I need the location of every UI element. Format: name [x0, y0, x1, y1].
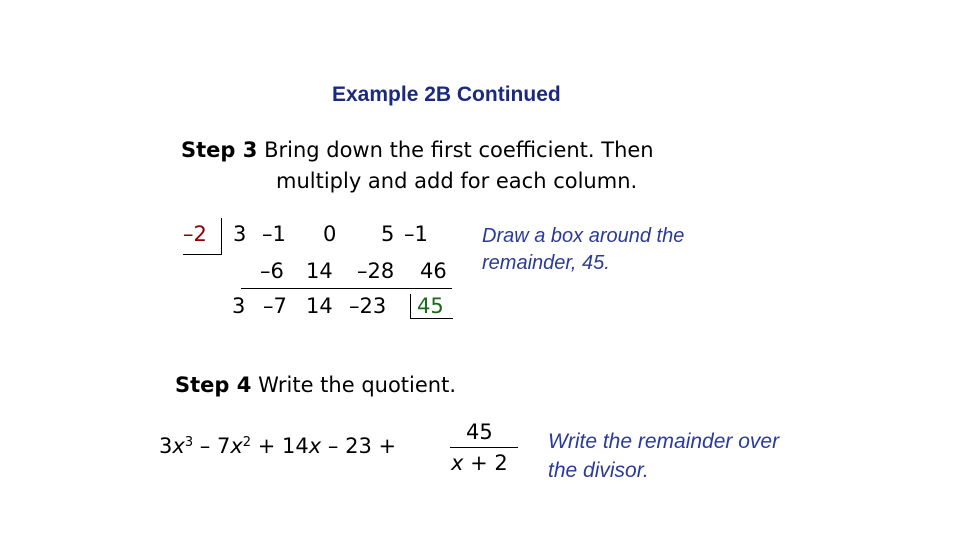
term-coefficient: 3 — [159, 434, 173, 458]
row1-cell: 0 — [323, 222, 337, 246]
note2-line2: the divisor. — [548, 459, 649, 482]
note-remainder-over-divisor — [548, 427, 779, 485]
term-variable: x — [230, 434, 243, 458]
step4-text: Write the quotient. — [258, 373, 457, 397]
note-box-remainder — [482, 223, 684, 277]
row1-cell: 3 — [233, 222, 247, 246]
row1-cell: –1 — [262, 222, 286, 246]
operator: – — [327, 434, 339, 458]
fraction-denominator — [451, 451, 508, 475]
remainder-box-bottom — [410, 318, 453, 319]
divisor: –2 — [183, 222, 207, 246]
operator: + — [257, 434, 276, 458]
term-variable: x — [172, 434, 185, 458]
step3-line1: Bring down the first coefficient. Then — [264, 138, 654, 162]
term-exponent: 3 — [184, 435, 194, 450]
page-title: Example 2B Continued — [332, 83, 561, 106]
step3-line2: multiply and add for each column. — [276, 169, 638, 193]
note1-line2: remainder, 45. — [482, 252, 610, 274]
step3-heading — [181, 138, 654, 162]
term-coefficient: 7 — [216, 434, 231, 458]
row3-cell: –23 — [349, 294, 387, 318]
denominator-constant: + 2 — [470, 451, 508, 475]
term-coefficient: 14 — [282, 434, 309, 458]
term-variable: x — [308, 434, 322, 458]
operator: – — [199, 434, 211, 458]
row2-cell: 14 — [306, 259, 333, 283]
fraction-numerator: 45 — [466, 420, 493, 444]
row3-cell: –7 — [263, 294, 287, 318]
divisor-horizontal-rule — [183, 254, 222, 255]
term-exponent: 2 — [242, 435, 252, 450]
row2-cell: 46 — [420, 259, 447, 283]
remainder-value: 45 — [417, 294, 444, 318]
row1-cell: –1 — [404, 222, 428, 246]
fraction-bar — [450, 447, 518, 448]
operator: + — [378, 434, 397, 458]
row1-cell: 5 — [381, 222, 395, 246]
step3-label: Step 3 — [181, 138, 258, 162]
note1-line1: Draw a box around the — [482, 225, 685, 247]
row2-cell: –6 — [260, 259, 284, 283]
step4-label: Step 4 — [175, 373, 252, 397]
step4-heading — [175, 373, 456, 397]
divisor-vertical-rule — [221, 218, 222, 255]
remainder-box-left — [410, 294, 411, 319]
row3-cell: 14 — [306, 294, 333, 318]
note2-line1: Write the remainder over — [548, 430, 780, 453]
term-constant: 23 — [345, 434, 372, 458]
quotient-expression — [159, 434, 396, 458]
row2-cell: –28 — [357, 259, 395, 283]
denominator-variable: x — [451, 451, 464, 475]
row3-cell: 3 — [232, 294, 246, 318]
sum-rule — [241, 288, 452, 289]
